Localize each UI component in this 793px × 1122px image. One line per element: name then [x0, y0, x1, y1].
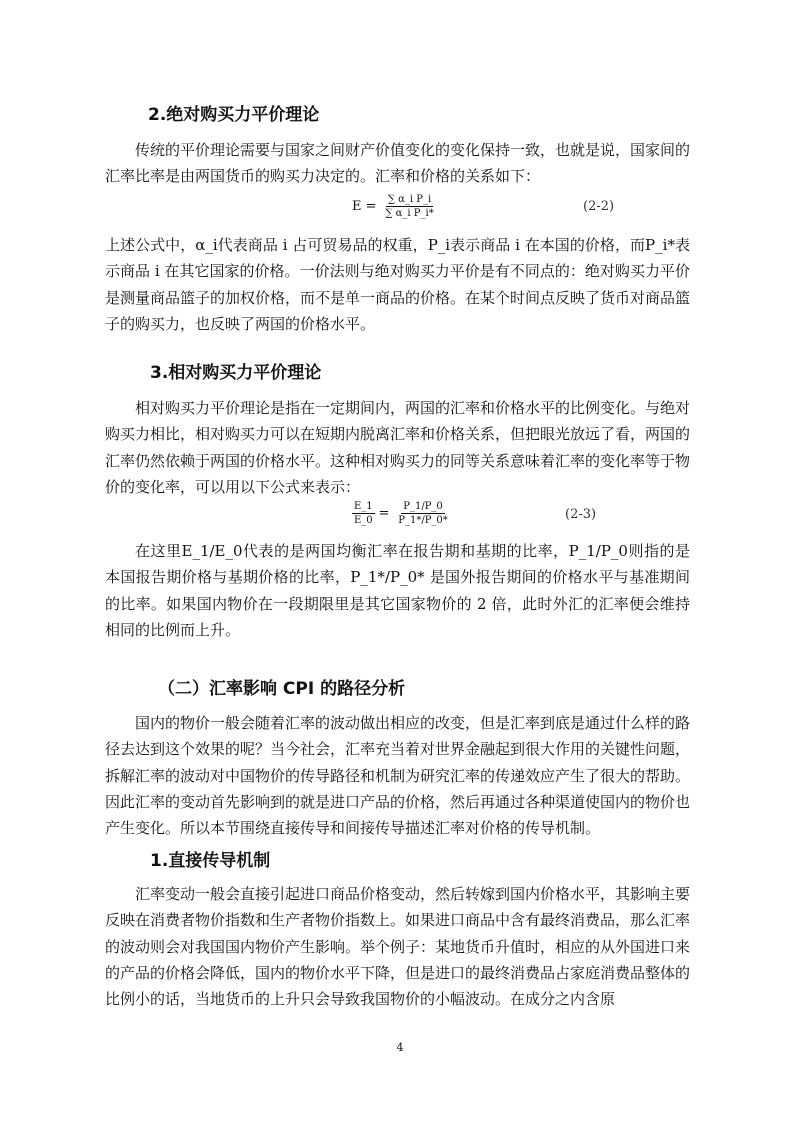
paragraph-path-analysis: 国内的物价一般会随着汇率的波动做出相应的改变，但是汇率到底是通过什么样的路径去达到这个效果的呢？当今社会，汇率充当着对世界金融起到很大作用的关键性问题，拆解汇率的波动对中国物价的传导路径和机制为研究汇率的传递效应产生了很大的帮助。因此汇率的变动首先影响到的就是进口产品的价格，然后再通过各种渠道使国内的物价也产生变化。所以本节围绕直接传导和间接传导描述汇率对价格的传导机制。 [105, 714, 691, 838]
equation-left-fraction [352, 500, 375, 527]
equation-left-numerator: E_1 [354, 501, 373, 512]
equation-left-denominator: E_0 [354, 515, 373, 526]
section-title-relative-ppp: 3.相对购买力平价理论 [150, 363, 322, 383]
equation-right-fraction [396, 500, 450, 527]
paragraph-direct-transmission: 汇率变动一般会直接引起进口商品价格变动，然后转嫁到国内价格水平，其影响主要反映在消费者物价指数和生产者物价指数上。如果进口商品中含有最终消费品，那么汇率的波动则会对我国国内物价产生影响。举个例子：某地货币升值时，相应的从外国进口来的产品的价格会降低，国内的物价水平下降，但是进口的最终消费品占家庭消费品整体的比例小的话，当地货币的上升只会导致我国物价的小幅波动。在成分之内含原 [105, 885, 691, 1009]
page-number: 4 [396, 1041, 404, 1054]
equation-denominator: ∑ α_i P_i* [385, 208, 434, 219]
paragraph-absolute-ppp-explanation: 上述公式中，α_i代表商品 i 占可贸易品的权重，P_i表示商品 i 在本国的价格，而P_i*表示商品 i 在其它国家的价格。一价法则与绝对购买力平价是有不同点的：绝对购买力平价是测量商品篮子的加权价格，而不是单一商品的价格。在某个时间点反映了货币对商品篮子的购买力，也反映了两国的价格水平。 [105, 236, 691, 333]
equation-fraction [383, 193, 435, 220]
equation-numerator: ∑ α_i P_i [387, 194, 432, 205]
equation-number-2-2: (2-2) [583, 199, 615, 214]
section-title-direct-transmission: 1.直接传导机制 [150, 851, 271, 871]
equation-lhs: E = [352, 199, 377, 214]
paragraph-relative-ppp-intro: 相对购买力平价理论是指在一定期间内，两国的汇率和价格水平的比例变化。与绝对购买力相比，相对购买力可以在短期内脱离汇率和价格关系，但把眼光放远了看，两国的汇率仍然依赖于两国的价格水平。这种相对购买力的同等关系意味着汇率的变化率等于物价的变化率，可以用以下公式来表示： [105, 399, 691, 496]
section-title-absolute-ppp: 2.绝对购买力平价理论 [148, 105, 320, 125]
equation-equals: = [378, 506, 390, 521]
paragraph-absolute-ppp-intro: 传统的平价理论需要与国家之间财产价值变化的变化保持一致，也就是说，国家间的汇率比率是由两国货币的购买力决定的。汇率和价格的关系如下： [105, 141, 691, 186]
paragraph-relative-ppp-explanation: 在这里E_1/E_0代表的是两国均衡汇率在报告期和基期的比率，P_1/P_0则指的是本国报告期价格与基期价格的比率，P_1*/P_0* 是国外报告期间的价格水平与基准期间的比率。如果国内物价在一段期限里是其它国家物价的 2 倍，此时外汇的汇率便会维持相同的比例而上升。 [105, 542, 690, 639]
equation-number-2-3: (2-3) [565, 507, 597, 522]
equation-right-denominator: P_1*/P_0* [398, 515, 448, 526]
equation-2-2 [352, 193, 436, 220]
section-title-exchange-rate-cpi-path: （二）汇率影响 CPI 的路径分析 [158, 679, 406, 699]
equation-2-3 [352, 500, 450, 527]
equation-right-numerator: P_1/P_0 [403, 501, 443, 512]
